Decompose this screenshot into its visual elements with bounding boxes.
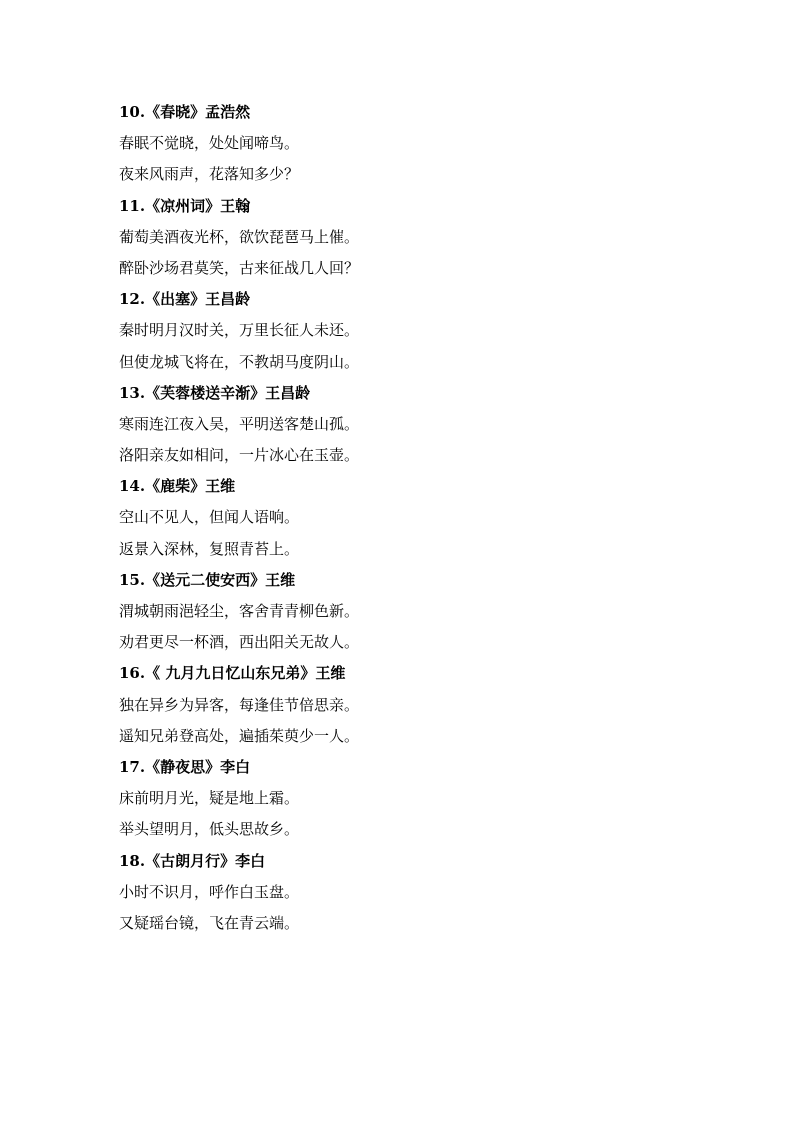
poem-line: 返景入深林，复照青苔上。 <box>119 539 300 558</box>
poem-block <box>119 378 719 472</box>
poem-line: 春眠不觉晓，处处闻啼鸟。 <box>119 134 300 153</box>
poem-line: 空山不见人，但闻人语响。 <box>119 508 300 527</box>
poem-line: 床前明月光，疑是地上霜。 <box>119 789 300 808</box>
poem-line: 小时不识月，呼作白玉盘。 <box>119 882 300 901</box>
poem-line: 葡萄美酒夜光杯，欲饮琵琶马上催。 <box>119 227 360 246</box>
poem-line: 夜来风雨声，花落知多少？ <box>119 165 300 184</box>
poem-title: 12.《出塞》王昌龄 <box>119 290 251 309</box>
poem-line: 又疑瑶台镜，飞在青云端。 <box>119 913 300 932</box>
poem-block <box>119 658 719 752</box>
poem-title: 17.《静夜思》李白 <box>119 757 251 776</box>
poem-block <box>119 191 719 285</box>
poem-line: 劝君更尽一杯酒，西出阳关无故人。 <box>119 633 360 652</box>
poem-title: 18.《古朗月行》李白 <box>119 851 266 870</box>
poem-line: 渭城朝雨浥轻尘，客舍青青柳色新。 <box>119 602 360 620</box>
poem-line: 洛阳亲友如相问，一片冰心在玉壶。 <box>119 446 360 465</box>
poem-line: 遥知兄弟登高处，遍插茱萸少一人。 <box>119 726 360 745</box>
poem-title: 11.《凉州词》王翰 <box>119 196 251 215</box>
poem-block <box>119 752 719 846</box>
poem-block <box>119 846 719 940</box>
poem-block <box>119 97 719 191</box>
poem-title: 16.《 九月九日忆山东兄弟》王维 <box>119 664 346 683</box>
poem-title: 13.《芙蓉楼送辛渐》王昌龄 <box>119 383 311 402</box>
poem-block <box>119 284 719 378</box>
poem-line: 举头望明月，低头思故乡。 <box>119 820 300 839</box>
poem-line: 但使龙城飞将在，不教胡马度阴山。 <box>119 352 360 371</box>
poem-title: 10.《春晓》孟浩然 <box>119 103 251 121</box>
poem-title: 15.《送元二使安西》王维 <box>119 570 296 589</box>
poem-line: 独在异乡为异客，每逢佳节倍思亲。 <box>119 695 360 714</box>
poem-block <box>119 471 719 565</box>
document-page <box>119 97 719 939</box>
poem-line: 秦时明月汉时关，万里长征人未还。 <box>119 321 360 340</box>
poem-line: 醉卧沙场君莫笑，古来征战几人回？ <box>119 258 360 277</box>
poem-block <box>119 565 719 659</box>
poem-title: 14.《鹿柴》王维 <box>119 477 236 496</box>
poem-line: 寒雨连江夜入吴，平明送客楚山孤。 <box>119 414 360 433</box>
